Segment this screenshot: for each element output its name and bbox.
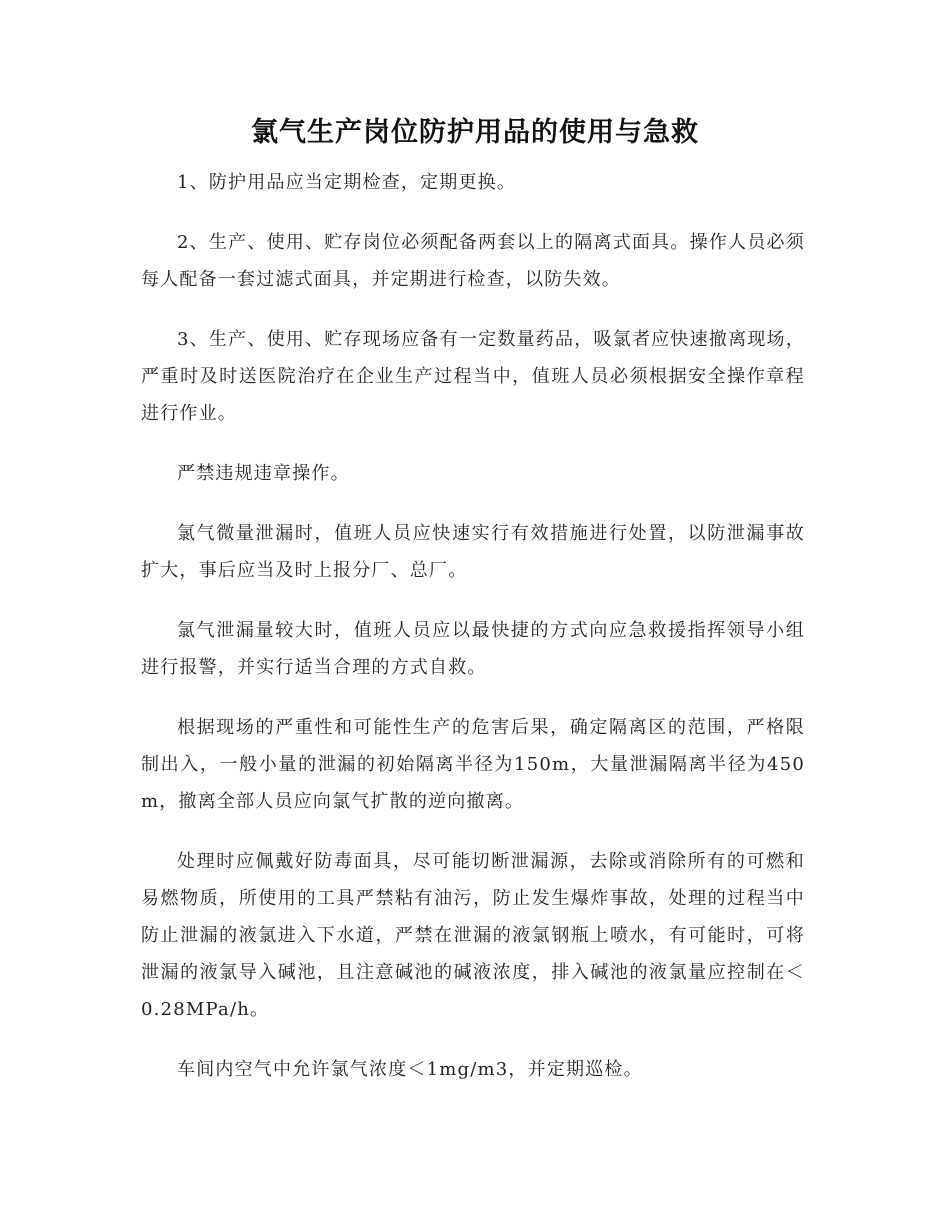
- paragraph-9: 车间内空气中允许氯气浓度＜1mg/m3，并定期巡检。: [177, 1059, 643, 1080]
- paragraph-1: 1、防护用品应当定期检查，定期更换。: [177, 172, 517, 193]
- paragraph-7: 根据现场的严重性和可能性生产的危害后果，确定隔离区的范围，严格限制出入，一般小量的泄漏的初始隔离半径为150m，大量泄漏隔离半径为450m，撤离全部人员应向氯气扩散的逆向撤离。: [141, 717, 805, 812]
- paragraph-8: 处理时应佩戴好防毒面具，尽可能切断泄漏源，去除或消除所有的可燃和易燃物质，所使用的工具严禁粘有油污，防止发生爆炸事故，处理的过程当中防止泄漏的液氯进入下水道，严禁在泄漏的液氯钢瓶上喷水，有可能时，可将泄漏的液氯导入碱池，且注意碱池的碱液浓度，排入碱池的液氯量应控制在＜0.28MPa/h。: [141, 851, 805, 1020]
- paragraph-3: 3、生产、使用、贮存现场应备有一定数量药品，吸氯者应快速撤离现场，严重时及时送医院治疗在企业生产过程当中，值班人员必须根据安全操作章程进行作业。: [141, 329, 805, 424]
- document-body: [141, 164, 805, 1111]
- paragraph-5: 氯气微量泄漏时，值班人员应快速实行有效措施进行处置，以防泄漏事故扩大，事后应当及时上报分厂、总厂。: [141, 523, 805, 581]
- paragraph-6: 氯气泄漏量较大时，值班人员应以最快捷的方式向应急救援指挥领导小组进行报警，并实行适当合理的方式自救。: [141, 620, 805, 678]
- paragraph-2: 2、生产、使用、贮存岗位必须配备两套以上的隔离式面具。操作人员必须每人配备一套过滤式面具，并定期进行检查，以防失效。: [141, 232, 805, 290]
- paragraph-4: 严禁违规违章操作。: [177, 463, 350, 484]
- document-title: 氯气生产岗位防护用品的使用与急救: [251, 117, 699, 148]
